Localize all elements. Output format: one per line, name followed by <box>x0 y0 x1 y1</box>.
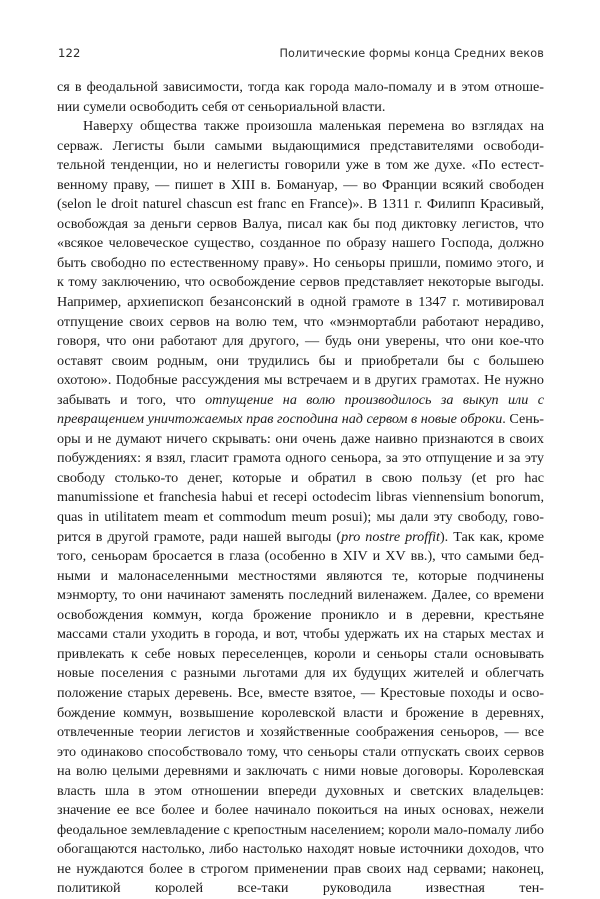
page-number: 122 <box>58 46 81 60</box>
emphasis-phrase-2: pro nostre proffit <box>341 528 440 545</box>
emphasis-phrase-1: отпущение на волю производилось за выкуп или с превращением уничтожаемых прав господина над сервом в новые оброки <box>57 391 544 428</box>
running-head-title: Политические формы конца Средних веков <box>279 47 544 60</box>
paragraph-main <box>57 117 544 899</box>
running-head <box>58 46 544 64</box>
paragraph-text-segment-1: Наверху общества также произошла маленькая перемена во взглядах на серваж. Легисты были самыми выдающимися представителями освободительной тенденции, но и нелегисты говорили уже в том же духе. «По естественному праву, — пишет в XIII в. Бомануар, — во Франции всякий свободен (selon le droit naturel chascun est franc en France)». В 1311 г. Филипп Красивый, освобождая за деньги сервов Валуа, писал как бы под диктовку легистов, что «всякое человеческое существо, созданное по образу нашего Господа, должно быть свободно по естественному праву». Но сеньоры пришли, помимо этого, и к тому заключению, что освобождение сервов представляет некоторые выгоды. Например, архиепископ безансонский в одной грамоте в 1347 г. мотивировал отпущение своих сервов на волю тем, что «мэнмортабли работают нерадиво, говоря, что они работают для другого, — будь они уверены, что они кое-что оставят своим родным, они трудились бы и приобретали бы с большею охотою». Подобные рассуждения мы встречаем и в других грамотах. Не нужно забывать и того, что <box>57 118 544 408</box>
paragraph-text-segment-3: ). Так как, кроме того, сеньорам бросается в глаза (особенно в XIV и XV вв.), что самыми бедными и малонаселенными местностями являются те, которые подчинены мэнморту, то они начинают заменять последний виленажем. Далее, со времени освобождения коммун, когда брожение проникло и в деревни, крестьяне массами стали уходить в города, и вот, чтобы удержать их на старых местах и привлекать к себе новых переселенцев, короли и сеньоры стали основывать новые поселения с разными льготами для их будущих жителей и облегчать положение старых деревень. Все, вместе взятое, — Крестовые походы и освобождение коммун, возвышение королевской власти и брожение в деревнях, отвлеченные теории легистов и хозяйственные соображения сеньоров, — все это одинаково способствовало тому, что сеньоры стали отпускать своих сервов на волю целыми деревнями и заключать с ними новые договоры. Королевская власть шла в этом отношении впереди духовных и светских владельцев: значение ее все более и более начинало покоиться на иных основах, нежели феодальное землевладение с крепостным населением; короли мало-помалу либо обогащаются настолько, либо настолько находят новые источники доходов, что не нуждаются более в строгом применении прав своих над сервами; наконец, политикой королей все-таки руководила известная тен- <box>57 528 544 897</box>
paragraph-continuation: ся в феодальной зависимости, тогда как города мало-помалу и в этом отношении сумели освободить себя от сеньориальной власти. <box>57 79 544 115</box>
body-text-block <box>57 78 544 899</box>
paragraph-text-segment-2: . Сеньоры и не думают ничего скрывать: они очень даже наивно признаются в своих побуждениях: я взял, гласит грамота одного сеньора, за это отпущение и за эту свободу столько-то денег, которые и обратил в свою пользу (et pro hac manumissione et franchesia habui et recepi octodecim libras viennensium bonorum, quas in utilitatem meam et commodum meum posui); мы дали эту свободу, говорится в другой грамоте, ради нашей выгоды ( <box>57 411 544 545</box>
